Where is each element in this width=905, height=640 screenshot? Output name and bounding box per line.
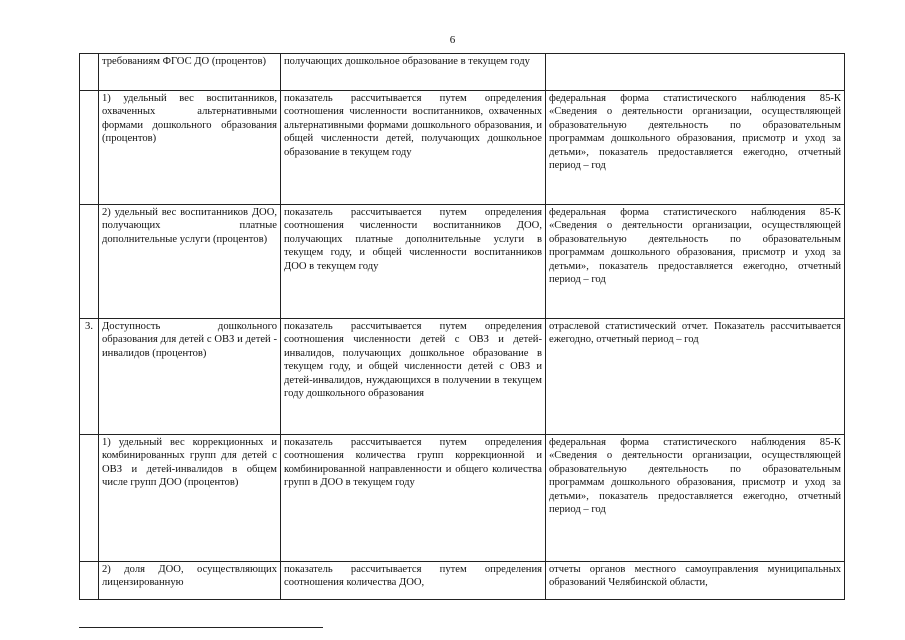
source-cell: отчеты органов местного самоуправления муниципальных образований Челябинской области, (546, 562, 845, 600)
table-row (80, 319, 845, 435)
method-cell: показатель рассчитывается путем определения соотношения количества групп коррекционной и комбинированной направленности и общего количества групп в ДОО в текущем году (281, 435, 546, 562)
indicator-cell: Доступность дошкольного образования для детей с ОВЗ и детей - инвалидов (процентов) (99, 319, 281, 435)
indicator-cell: 2) удельный вес воспитанников ДОО, получающих платные дополнительные услуги (процентов) (99, 205, 281, 319)
method-cell: показатель рассчитывается путем определения соотношения количества ДОО, (281, 562, 546, 600)
method-cell: показатель рассчитывается путем определения соотношения численности воспитанников, охваченных альтернативными формами дошкольного образования, и общей численности детей, получающих дошкольное образование в текущем году (281, 91, 546, 205)
method-cell: показатель рассчитывается путем определения соотношения численности детей с ОВЗ и детей-инвалидов, получающих дошкольное образование в текущем году, и общей численности детей с ОВЗ и детей-инвалидов, нуждающихся в получении в текущем году дошкольного образования (281, 319, 546, 435)
method-cell: показатель рассчитывается путем определения соотношения численности воспитанников ДОО, получающих платные дополнительные услуги в текущем году, и общей численности воспитанников ДОО в текущем году (281, 205, 546, 319)
source-cell: федеральная форма статистического наблюдения 85-К «Сведения о деятельности организации, осуществляющей образовательную деятельность по образовательным программам дошкольного образования, присмотр и уход за детьми», показатель предоставляется ежегодно, отчетный период – год (546, 205, 845, 319)
row-number: 3. (80, 319, 99, 435)
footnote-divider (79, 627, 323, 628)
row-number (80, 205, 99, 319)
table-row (80, 54, 845, 91)
row-number (80, 54, 99, 91)
indicator-cell: 2) доля ДОО, осуществляющих лицензированную (99, 562, 281, 600)
table-row (80, 562, 845, 600)
method-cell: получающих дошкольное образование в текущем году (281, 54, 546, 91)
indicator-cell: 1) удельный вес коррекционных и комбинированных групп для детей с ОВЗ и детей-инвалидов в общем числе групп ДОО (процентов) (99, 435, 281, 562)
table-row (80, 91, 845, 205)
indicator-cell: требованиям ФГОС ДО (процентов) (99, 54, 281, 91)
source-cell: отраслевой статистический отчет. Показатель рассчитывается ежегодно, отчетный период – год (546, 319, 845, 435)
page-number: 6 (449, 34, 456, 46)
row-number (80, 562, 99, 600)
indicator-cell: 1) удельный вес воспитанников, охваченных альтернативными формами дошкольного образования (процентов) (99, 91, 281, 205)
table-row (80, 435, 845, 562)
indicators-table (79, 53, 845, 600)
source-cell (546, 54, 845, 91)
row-number (80, 91, 99, 205)
row-number (80, 435, 99, 562)
source-cell: федеральная форма статистического наблюдения 85-К «Сведения о деятельности организации, осуществляющей образовательную деятельность по образовательным программам дошкольного образования, присмотр и уход за детьми», показатель предоставляется ежегодно, отчетный период – год (546, 435, 845, 562)
table-row (80, 205, 845, 319)
source-cell: федеральная форма статистического наблюдения 85-К «Сведения о деятельности организации, осуществляющей образовательную деятельность по образовательным программам дошкольного образования, присмотр и уход за детьми», показатель предоставляется ежегодно, отчетный период – год (546, 91, 845, 205)
